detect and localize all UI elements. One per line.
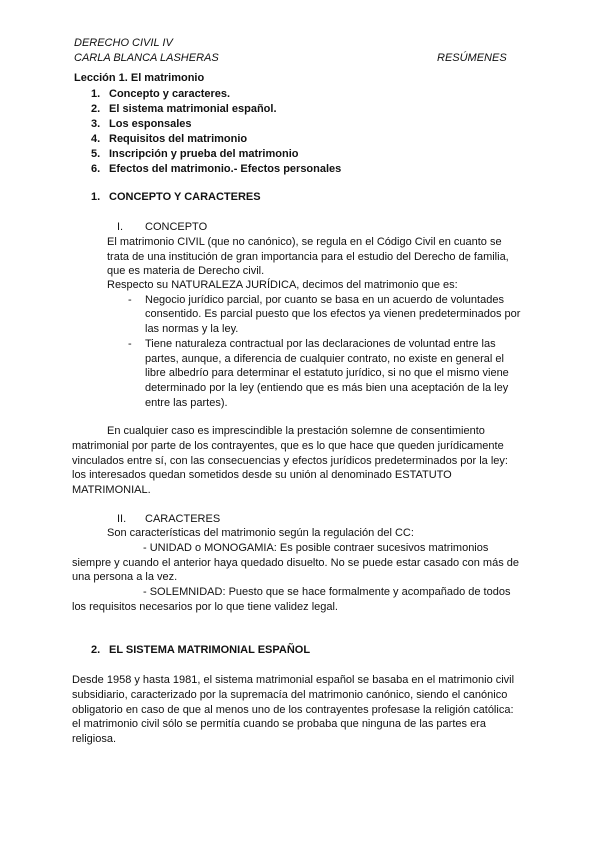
toc-item: Inscripción y prueba del matrimonio [109, 148, 299, 160]
caracteres-intro: Son características del matrimonio según la regulación del CC: [107, 527, 414, 539]
bullet-line: las normas y la ley. [145, 323, 239, 335]
paragraph-line: los interesados quedan sometidos desde su unión al denominado ESTATUTO [72, 469, 452, 481]
toc-item: Los esponsales [109, 118, 192, 130]
toc-item: Efectos del matrimonio.- Efectos personales [109, 163, 342, 175]
bullet-line: libre albedrío para determinar el estatuto jurídico, si no que el mismo viene [145, 367, 509, 379]
section-heading: EL SISTEMA MATRIMONIAL ESPAÑOL [109, 644, 311, 656]
subsection-title: CONCEPTO [145, 221, 208, 233]
naturaleza-intro: Respecto su NATURALEZA JURÍDICA, decimos del matrimonio que es: [107, 279, 458, 291]
paragraph-line: El matrimonio CIVIL (que no canónico), se regula en el Código Civil en cuanto se [107, 236, 502, 248]
bullet-dash: - [128, 294, 132, 306]
toc-num: 6. [91, 163, 101, 175]
paragraph-line: En cualquier caso es imprescindible la prestación solemne de consentimiento [107, 425, 485, 437]
toc-item: Concepto y caracteres. [109, 88, 231, 100]
subsection-number: I. [117, 221, 124, 233]
header-author: CARLA BLANCA LASHERAS [74, 52, 219, 64]
paragraph-line: trata de una institución de gran importancia para el estudio del Derecho de familia, [107, 251, 509, 263]
solemnidad-line: los requisitos necesarios por lo que tiene validez legal. [72, 601, 338, 613]
toc-item: El sistema matrimonial español. [109, 103, 277, 115]
toc-item: Requisitos del matrimonio [109, 133, 248, 145]
paragraph-line: matrimonial por parte de los contrayentes, que es lo que hace que queden jurídicamente [72, 440, 504, 452]
subsection-title: CARACTERES [145, 513, 221, 525]
section-number: 2. [91, 644, 101, 656]
unidad-line: siempre y cuando el anterior haya quedado disuelto. No se puede estar casado con más de [72, 557, 520, 569]
paragraph-line: Desde 1958 y hasta 1981, el sistema matrimonial español se basaba en el matrimonio civil [72, 674, 515, 686]
bullet-line: Tiene naturaleza contractual por las declaraciones de voluntad entre las [145, 338, 496, 350]
bullet-line: consentido. Es parcial puesto que los efectos ya vienen predeterminados por [145, 308, 521, 320]
subsection-number: II. [117, 513, 127, 525]
paragraph-line: obligatorio en caso de que al menos uno de los contrayentes profesase la religión católica: [72, 704, 514, 716]
lesson-title: Lección 1. El matrimonio [74, 72, 205, 84]
unidad-line: una persona a la vez. [72, 571, 178, 583]
solemnidad-line: - SOLEMNIDAD: Puesto que se hace formalmente y acompañado de todos [143, 586, 511, 598]
bullet-line: entre las partes). [145, 397, 228, 409]
bullet-dash: - [128, 338, 132, 350]
paragraph-line: subsidiario, caracterizado por la supremacía del matrimonio canónico, siendo el canónico [72, 689, 508, 701]
paragraph-line: religiosa. [72, 733, 117, 745]
paragraph-line: que es materia de Derecho civil. [107, 265, 265, 277]
header-section: RESÚMENES [437, 52, 507, 64]
bullet-line: partes, aunque, a diferencia de cualquier contrato, no existe en general el [145, 353, 504, 365]
section-heading: CONCEPTO Y CARACTERES [109, 191, 261, 203]
toc-num: 3. [91, 118, 101, 130]
paragraph-line: MATRIMONIAL. [72, 484, 151, 496]
unidad-line: - UNIDAD o MONOGAMIA: Es posible contraer sucesivos matrimonios [143, 542, 489, 554]
bullet-line: Negocio jurídico parcial, por cuanto se basa en un acuerdo de voluntades [145, 294, 504, 306]
toc-num: 4. [91, 133, 101, 145]
paragraph-line: el matrimonio civil sólo se permitía cuando se probaba que ninguna de las partes era [72, 718, 486, 730]
section-number: 1. [91, 191, 101, 203]
header-course: DERECHO CIVIL IV [74, 37, 173, 49]
bullet-line: determinado por la ley (entiendo que es más bien una aceptación de la ley [145, 382, 509, 394]
toc-num: 5. [91, 148, 101, 160]
toc-num: 2. [91, 103, 101, 115]
toc-num: 1. [91, 88, 101, 100]
paragraph-line: vinculados entre sí, con las consecuencias y efectos jurídicos predeterminados por la ley: [72, 455, 508, 467]
